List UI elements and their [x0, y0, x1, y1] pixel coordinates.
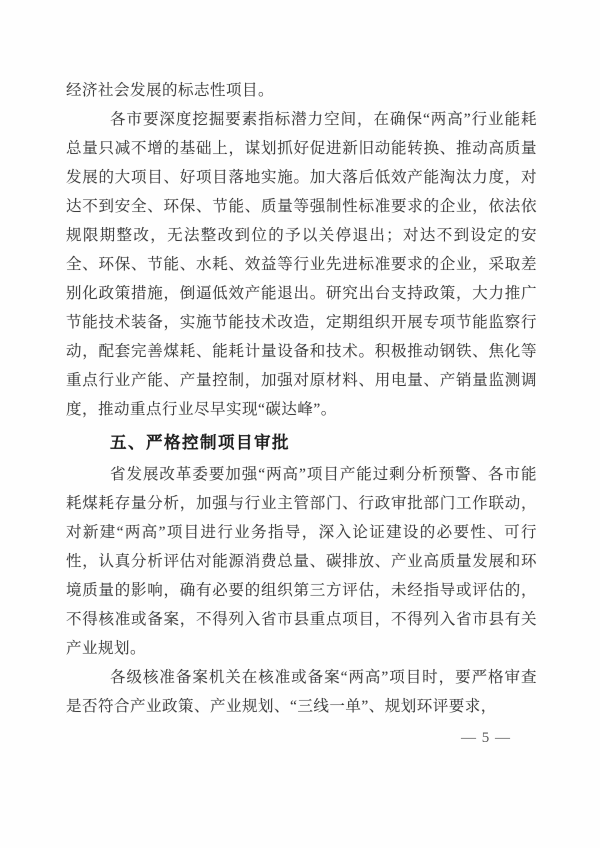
document-body	[66, 76, 537, 721]
paragraph-continuation: 经济社会发展的标志性项目。	[66, 82, 275, 99]
paragraph: 省发展改革委要加强“两高”项目产能过剩分析预警、各市能耗煤耗存量分析，加强与行业主管部门、行政审批部门工作联动，对新建“两高”项目进行业务指导，深入论证建设的必要性、可行性，认真分析评估对能源消费总量、碳排放、产业高质量发展和环境质量的影响，确有必要的组织第三方评估，未经指导或评估的，不得核准或备案，不得列入省市县重点项目，不得列入省市县有关产业规划。	[66, 466, 537, 657]
paragraph: 各市要深度挖掘要素指标潜力空间，在确保“两高”行业能耗总量只减不增的基础上，谋划抓好促进新旧动能转换、推动高质量发展的大项目、好项目落地实施。加大落后低效产能淘汰力度，对达不到安全、环保、节能、质量等强制性标准要求的企业，依法依规限期整改，无法整改到位的予以关停退出；对达不到设定的安全、环保、节能、水耗、效益等行业先进标准要求的企业，采取差别化政策措施，倒逼低效产能退出。研究出台支持政策，大力推广节能技术装备，实施节能技术改造，定期组织开展专项节能监察行动，配套完善煤耗、能耗计量设备和技术。积极推动钢铁、焦化等重点行业产能、产量控制，加强对原材料、用电量、产销量监测调度，推动重点行业尽早实现“碳达峰”。	[66, 111, 537, 418]
paragraph: 各级核准备案机关在核准或备案“两高”项目时，要严格审查是否符合产业政策、产业规划、“三线一单”、规划环评要求，	[66, 669, 537, 715]
page-number: — 5 —	[461, 730, 511, 746]
section-heading: 五、严格控制项目审批	[110, 433, 290, 452]
